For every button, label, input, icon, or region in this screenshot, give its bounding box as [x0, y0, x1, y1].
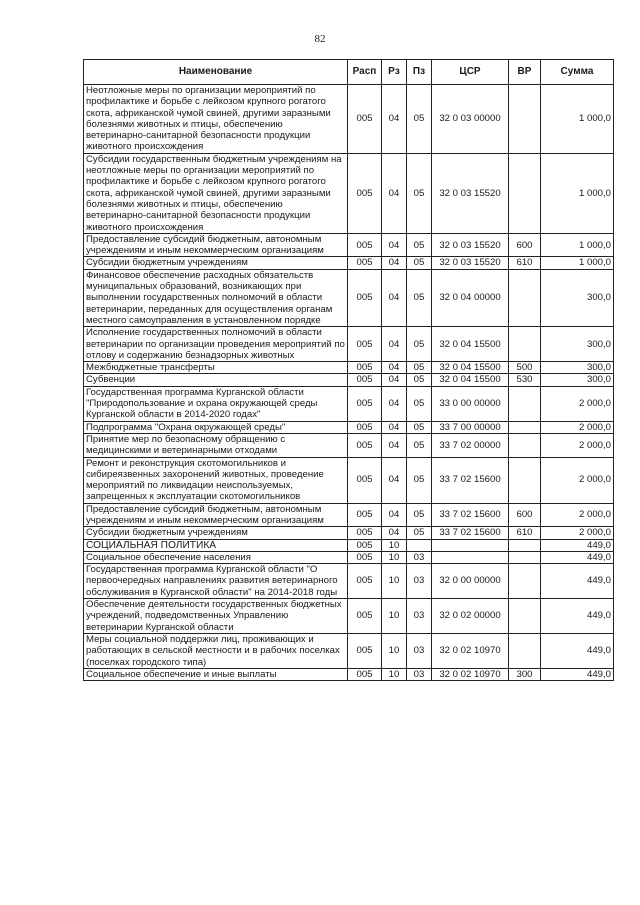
cell-vr	[509, 433, 541, 457]
table-row	[84, 457, 614, 503]
table-row	[84, 269, 614, 326]
cell-vr: 500	[509, 362, 541, 374]
cell-rasp: 005	[348, 362, 382, 374]
cell-name: Государственная программа Курганской области "О первоочередных направлениях развития ветеринарного обслуживания в Курганской области" на 2014-2018 годы	[84, 564, 348, 599]
cell-sum: 1 000,0	[541, 153, 614, 233]
cell-sum: 449,0	[541, 564, 614, 599]
cell-rasp: 005	[348, 668, 382, 680]
table-row	[84, 668, 614, 680]
table-row	[84, 233, 614, 257]
cell-rz: 04	[382, 433, 407, 457]
cell-pz: 03	[407, 551, 432, 563]
header-name: Наименование	[84, 60, 348, 85]
cell-rasp: 005	[348, 503, 382, 527]
table-row	[84, 257, 614, 269]
table-row	[84, 564, 614, 599]
cell-csr: 32 0 03 15520	[432, 153, 509, 233]
cell-rz: 04	[382, 457, 407, 503]
cell-pz: 05	[407, 374, 432, 386]
cell-name: Социальное обеспечение и иные выплаты	[84, 668, 348, 680]
cell-sum: 449,0	[541, 668, 614, 680]
cell-sum: 449,0	[541, 633, 614, 668]
cell-pz: 05	[407, 327, 432, 362]
cell-csr: 33 7 02 00000	[432, 433, 509, 457]
cell-pz: 05	[407, 362, 432, 374]
cell-pz: 05	[407, 503, 432, 527]
cell-name: Субсидии бюджетным учреждениям	[84, 527, 348, 539]
cell-csr: 32 0 04 15500	[432, 327, 509, 362]
cell-pz: 05	[407, 527, 432, 539]
table-row	[84, 633, 614, 668]
cell-vr: 600	[509, 503, 541, 527]
table-row	[84, 386, 614, 421]
table-row	[84, 527, 614, 539]
cell-sum: 449,0	[541, 551, 614, 563]
cell-rz: 10	[382, 668, 407, 680]
cell-vr	[509, 386, 541, 421]
cell-rasp: 005	[348, 551, 382, 563]
table-row	[84, 433, 614, 457]
cell-csr: 32 0 04 15500	[432, 362, 509, 374]
cell-pz: 03	[407, 668, 432, 680]
cell-rz: 04	[382, 527, 407, 539]
cell-sum: 1 000,0	[541, 257, 614, 269]
table-row	[84, 374, 614, 386]
page-number: 82	[314, 33, 326, 45]
table-row	[84, 153, 614, 233]
cell-sum: 2 000,0	[541, 421, 614, 433]
cell-sum: 2 000,0	[541, 433, 614, 457]
cell-name: Субсидии государственным бюджетным учреждениям на неотложные меры по организации мероприятий по профилактике и борьбе с лейкозом крупного рогатого скота, африканской чумой свиней, другими заразными болезнями животных и птицы, обеспечению ветеринарно-санитарной безопасности продукции животного происхождения	[84, 153, 348, 233]
table-row	[84, 503, 614, 527]
table-row	[84, 599, 614, 634]
cell-rasp: 005	[348, 257, 382, 269]
table-row	[84, 327, 614, 362]
cell-sum: 300,0	[541, 362, 614, 374]
cell-rz: 04	[382, 327, 407, 362]
cell-pz: 03	[407, 599, 432, 634]
cell-rz: 10	[382, 551, 407, 563]
header-row	[84, 60, 614, 85]
cell-name: Неотложные меры по организации мероприятий по профилактике и борьбе с лейкозом крупного рогатого скота, африканской чумой свиней, другими заразными болезнями животных и птицы, обеспечению ветеринарно-санитарной безопасности продукции животного происхождения	[84, 85, 348, 154]
cell-vr	[509, 85, 541, 154]
cell-csr: 32 0 03 00000	[432, 85, 509, 154]
cell-vr	[509, 457, 541, 503]
table-row	[84, 421, 614, 433]
cell-rasp: 005	[348, 153, 382, 233]
header-sum: Сумма	[541, 60, 614, 85]
cell-csr: 32 0 00 00000	[432, 564, 509, 599]
cell-rz: 10	[382, 564, 407, 599]
table-row	[84, 539, 614, 551]
cell-name: Ремонт и реконструкция скотомогильников и сибиреязвенных захоронений животных, проведение мероприятий по ликвидации неиспользуемых, запрещенных к эксплуатации скотомогильников	[84, 457, 348, 503]
cell-vr	[509, 564, 541, 599]
cell-rz: 04	[382, 362, 407, 374]
cell-rasp: 005	[348, 527, 382, 539]
cell-name: Обеспечение деятельности государственных бюджетных учреждений, подведомственных Управлению ветеринарии Курганской области	[84, 599, 348, 634]
cell-sum: 1 000,0	[541, 233, 614, 257]
cell-csr: 32 0 02 10970	[432, 633, 509, 668]
cell-vr	[509, 539, 541, 551]
cell-name: Подпрограмма "Охрана окружающей среды"	[84, 421, 348, 433]
cell-rz: 04	[382, 503, 407, 527]
cell-pz: 05	[407, 233, 432, 257]
cell-pz: 05	[407, 257, 432, 269]
cell-pz: 05	[407, 457, 432, 503]
cell-rz: 04	[382, 374, 407, 386]
cell-name: Государственная программа Курганской области "Природопользование и охрана окружающей среды Курганской области в 2014-2020 годах"	[84, 386, 348, 421]
cell-pz: 03	[407, 564, 432, 599]
cell-rasp: 005	[348, 599, 382, 634]
cell-name: Субвенции	[84, 374, 348, 386]
cell-name: Принятие мер по безопасному обращению с медицинскими и ветеринарными отходами	[84, 433, 348, 457]
cell-name: Финансовое обеспечение расходных обязательств муниципальных образований, возникающих при выполнении государственных полномочий в области ветеринарии, переданных для осуществления органам местного самоуправления в установленном порядке	[84, 269, 348, 326]
cell-rasp: 005	[348, 539, 382, 551]
cell-pz: 05	[407, 421, 432, 433]
cell-rz: 10	[382, 633, 407, 668]
header-rz: Рз	[382, 60, 407, 85]
cell-pz: 05	[407, 269, 432, 326]
cell-rz: 04	[382, 257, 407, 269]
cell-sum: 449,0	[541, 599, 614, 634]
cell-sum: 449,0	[541, 539, 614, 551]
cell-vr	[509, 327, 541, 362]
cell-csr: 33 7 02 15600	[432, 527, 509, 539]
cell-name: Предоставление субсидий бюджетным, автономным учреждениям и иным некоммерческим организациям	[84, 233, 348, 257]
cell-vr	[509, 269, 541, 326]
table-row	[84, 85, 614, 154]
cell-sum: 2 000,0	[541, 527, 614, 539]
cell-vr: 300	[509, 668, 541, 680]
cell-vr: 610	[509, 527, 541, 539]
cell-csr: 32 0 04 15500	[432, 374, 509, 386]
cell-vr	[509, 421, 541, 433]
cell-rasp: 005	[348, 564, 382, 599]
cell-name: Социальное обеспечение населения	[84, 551, 348, 563]
cell-csr: 33 7 02 15600	[432, 503, 509, 527]
cell-rz: 04	[382, 386, 407, 421]
cell-sum: 2 000,0	[541, 386, 614, 421]
cell-sum: 2 000,0	[541, 503, 614, 527]
header-vr: ВР	[509, 60, 541, 85]
cell-name: Субсидии бюджетным учреждениям	[84, 257, 348, 269]
cell-sum: 300,0	[541, 327, 614, 362]
cell-rasp: 005	[348, 633, 382, 668]
cell-csr: 33 7 00 00000	[432, 421, 509, 433]
cell-rasp: 005	[348, 269, 382, 326]
cell-csr: 33 0 00 00000	[432, 386, 509, 421]
budget-table	[83, 59, 614, 681]
cell-csr: 32 0 02 10970	[432, 668, 509, 680]
cell-rz: 04	[382, 153, 407, 233]
cell-vr	[509, 551, 541, 563]
cell-sum: 1 000,0	[541, 85, 614, 154]
cell-sum: 2 000,0	[541, 457, 614, 503]
cell-pz: 03	[407, 633, 432, 668]
cell-rz: 10	[382, 599, 407, 634]
cell-vr	[509, 599, 541, 634]
cell-pz: 05	[407, 85, 432, 154]
cell-csr: 32 0 03 15520	[432, 257, 509, 269]
cell-rasp: 005	[348, 457, 382, 503]
cell-vr	[509, 633, 541, 668]
cell-vr	[509, 153, 541, 233]
cell-pz: 05	[407, 433, 432, 457]
cell-rz: 10	[382, 539, 407, 551]
cell-name: Предоставление субсидий бюджетным, автономным учреждениям и иным некоммерческим организациям	[84, 503, 348, 527]
cell-csr: 32 0 03 15520	[432, 233, 509, 257]
cell-rz: 04	[382, 233, 407, 257]
cell-csr: 32 0 04 00000	[432, 269, 509, 326]
header-csr: ЦСР	[432, 60, 509, 85]
cell-rasp: 005	[348, 85, 382, 154]
cell-csr	[432, 539, 509, 551]
cell-name: Исполнение государственных полномочий в области ветеринарии по организации проведения мероприятий по отлову и содержанию безнадзорных животных	[84, 327, 348, 362]
cell-csr: 32 0 02 00000	[432, 599, 509, 634]
cell-vr: 600	[509, 233, 541, 257]
table-row	[84, 551, 614, 563]
cell-sum: 300,0	[541, 269, 614, 326]
header-rasp: Расп	[348, 60, 382, 85]
cell-name: Межбюджетные трансферты	[84, 362, 348, 374]
cell-vr: 610	[509, 257, 541, 269]
cell-rasp: 005	[348, 421, 382, 433]
cell-name: Меры социальной поддержки лиц, проживающих и работающих в сельской местности и в рабочих поселках (поселках городского типа)	[84, 633, 348, 668]
table-row	[84, 362, 614, 374]
cell-csr: 33 7 02 15600	[432, 457, 509, 503]
cell-rasp: 005	[348, 233, 382, 257]
cell-pz: 05	[407, 386, 432, 421]
cell-rz: 04	[382, 85, 407, 154]
cell-rasp: 005	[348, 374, 382, 386]
cell-rz: 04	[382, 269, 407, 326]
cell-vr: 530	[509, 374, 541, 386]
cell-rasp: 005	[348, 327, 382, 362]
cell-rasp: 005	[348, 433, 382, 457]
cell-pz: 05	[407, 153, 432, 233]
cell-rasp: 005	[348, 386, 382, 421]
cell-pz	[407, 539, 432, 551]
cell-rz: 04	[382, 421, 407, 433]
cell-sum: 300,0	[541, 374, 614, 386]
cell-name: СОЦИАЛЬНАЯ ПОЛИТИКА	[84, 539, 348, 551]
cell-csr	[432, 551, 509, 563]
header-pz: Пз	[407, 60, 432, 85]
